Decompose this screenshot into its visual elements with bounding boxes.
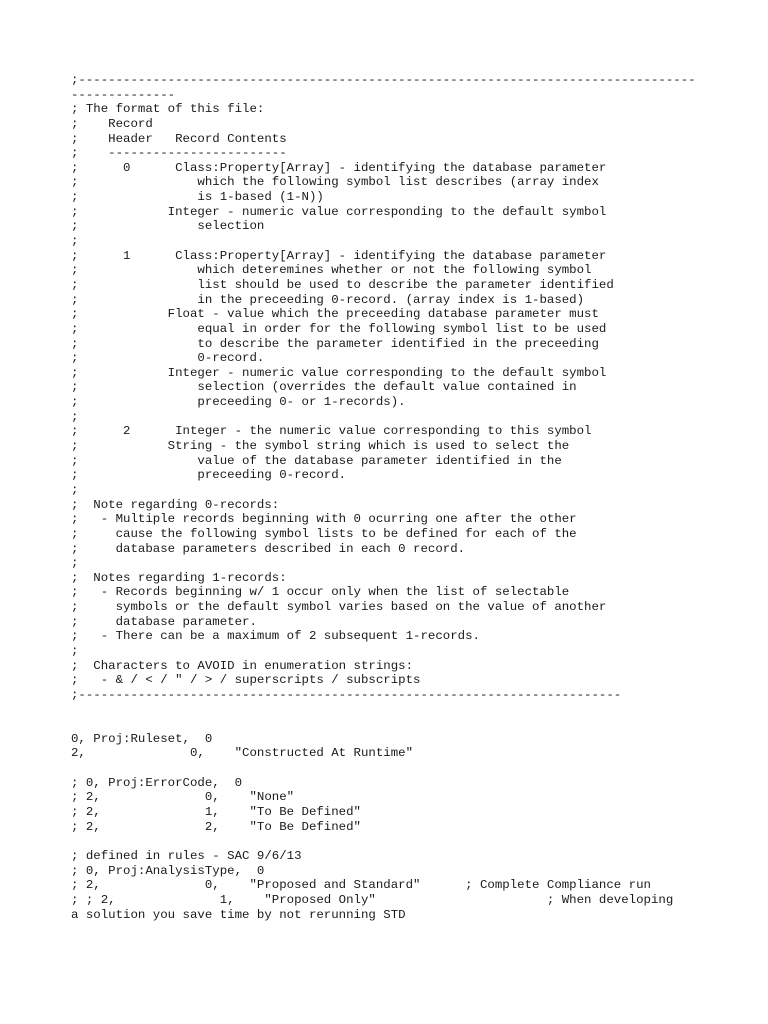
text-line: ; Record [71, 116, 153, 131]
text-line: ; String - the symbol string which is used to select the [71, 439, 570, 454]
text-line [71, 717, 721, 732]
text-line: ; Note regarding 0-records: [71, 497, 280, 512]
text-line: 2, 0, "Constructed At Runtime" [71, 746, 414, 761]
text-line: ; [71, 643, 79, 658]
text-line: ; 0, Proj:ErrorCode, 0 [71, 775, 243, 790]
text-line: ; Notes regarding 1-records: [71, 570, 287, 585]
text-line: ; ; 2, 1, "Proposed Only" ; When developing [71, 892, 674, 907]
text-line: ; equal in order for the following symbol list to be used [71, 321, 607, 336]
text-line [71, 703, 721, 718]
text-line: ;----------------------------------------------------------------------------------- [71, 73, 696, 87]
text-line: ; selection (overrides the default value contained in [71, 380, 577, 395]
text-line: ; symbols or the default symbol varies based on the value of another [71, 600, 607, 615]
text-line: ; 1 Class:Property[Array] - identifying the database parameter [71, 248, 607, 263]
text-line: ; [71, 482, 79, 497]
text-line: ; Characters to AVOID in enumeration strings: [71, 658, 414, 673]
text-line: ; 2, 2, "To Be Defined" [71, 819, 361, 834]
text-line: ; is 1-based (1-N)) [71, 190, 324, 205]
text-line: ; database parameter. [71, 614, 257, 629]
text-line: ; which deteremines whether or not the following symbol [71, 263, 592, 278]
text-line: ; list should be used to describe the parameter identified [71, 277, 614, 292]
text-line: -------------- [71, 87, 176, 102]
text-line: a solution you save time by not rerunning STD [71, 907, 406, 922]
text-line: ; selection [71, 219, 265, 234]
text-line: ;------------------------------------------------------------------------- [71, 687, 622, 702]
text-line: ; value of the database parameter identified in the [71, 453, 562, 468]
text-line: ; preceeding 0- or 1-records). [71, 395, 406, 410]
text-line: ; database parameters described in each 0 record. [71, 541, 466, 556]
text-line: ; to describe the parameter identified in the preceeding [71, 336, 599, 351]
text-line: ; Integer - numeric value corresponding to the default symbol [71, 204, 607, 219]
text-line: ; - There can be a maximum of 2 subsequent 1-records. [71, 629, 480, 644]
text-line: ; - Records beginning w/ 1 occur only when the list of selectable [71, 585, 570, 600]
text-line: ; Float - value which the preceeding database parameter must [71, 307, 599, 322]
text-line: ; 0, Proj:AnalysisType, 0 [71, 863, 265, 878]
config-file-text [71, 73, 721, 922]
text-line: ; - Multiple records beginning with 0 ocurring one after the other [71, 512, 577, 527]
text-line [71, 834, 721, 849]
text-line: ; - & / < / " / > / superscripts / subscripts [71, 673, 421, 688]
text-line: ; Header Record Contents [71, 131, 287, 146]
text-line: ; preceeding 0-record. [71, 468, 347, 483]
text-line: 0, Proj:Ruleset, 0 [71, 731, 213, 746]
text-line: ; 2, 0, "None" [71, 790, 295, 805]
text-line [71, 761, 721, 776]
text-line: ; in the preceeding 0-record. (array index is 1-based) [71, 292, 585, 307]
text-line: ; 2, 0, "Proposed and Standard" ; Complete Compliance run [71, 878, 651, 893]
text-line: ; cause the following symbol lists to be defined for each of the [71, 526, 577, 541]
text-line: ; 0-record. [71, 351, 265, 366]
text-line: ; [71, 409, 79, 424]
text-line: ; [71, 556, 79, 571]
text-line: ; 0 Class:Property[Array] - identifying the database parameter [71, 160, 607, 175]
text-line: ; [71, 234, 79, 249]
text-line: ; 2 Integer - the numeric value corresponding to this symbol [71, 424, 592, 439]
text-line: ; which the following symbol list describes (array index [71, 175, 599, 190]
text-line: ; Integer - numeric value corresponding to the default symbol [71, 365, 607, 380]
text-line: ; ------------------------ [71, 146, 287, 161]
text-line: ; The format of this file: [71, 102, 265, 117]
text-line: ; defined in rules - SAC 9/6/13 [71, 848, 302, 863]
text-line: ; 2, 1, "To Be Defined" [71, 805, 361, 820]
